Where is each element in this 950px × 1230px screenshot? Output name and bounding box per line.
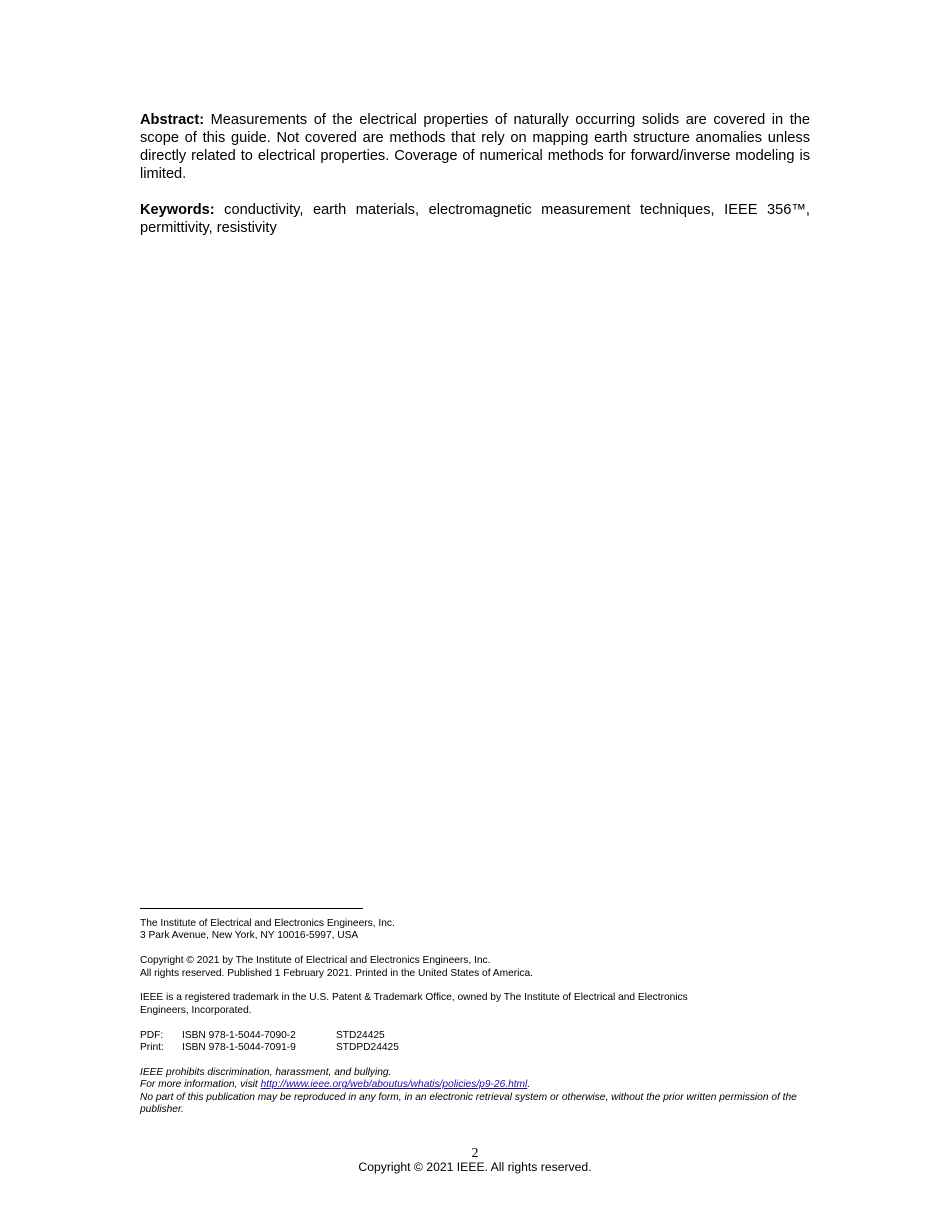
policy-more-info-prefix: For more information, visit [140, 1079, 261, 1091]
abstract-paragraph [140, 111, 810, 183]
copyright-line-2: All rights reserved. Published 1 February 2021. Printed in the United States of America. [140, 967, 533, 979]
isbn-number: ISBN 978-1-5044-7090-2 [182, 1029, 296, 1041]
isbn-format: Print: [140, 1042, 164, 1054]
publisher-address: 3 Park Avenue, New York, NY 10016-5997, USA [140, 930, 359, 942]
keywords-paragraph [140, 201, 810, 237]
publisher-name: The Institute of Electrical and Electronics Engineers, Inc. [140, 918, 395, 929]
main-content [140, 111, 810, 237]
keywords-text: conductivity, earth materials, electromagnetic measurement techniques, IEEE 356™, permittivity, resistivity [140, 202, 810, 236]
policy-block [140, 1067, 815, 1117]
isbn-format: PDF: [140, 1029, 164, 1041]
isbn-block [140, 1030, 815, 1055]
trademark-block [140, 992, 815, 1017]
isbn-row-pdf [140, 1030, 815, 1042]
isbn-code: STDPD24425 [336, 1042, 399, 1054]
policy-link[interactable]: http://www.ieee.org/web/aboutus/whatis/policies/p9-26.html [260, 1079, 528, 1091]
isbn-code: STD24425 [336, 1029, 385, 1041]
footnote-divider [140, 908, 363, 909]
page-number: 2 [471, 1146, 479, 1161]
isbn-row-print [140, 1042, 815, 1054]
publication-info [140, 918, 815, 1116]
copyright-block [140, 955, 815, 980]
copyright-line-1: Copyright © 2021 by The Institute of Electrical and Electronics Engineers, Inc. [140, 955, 491, 967]
policy-more-info-suffix: . [527, 1079, 531, 1091]
isbn-number: ISBN 978-1-5044-7091-9 [182, 1042, 296, 1054]
policy-statement: IEEE prohibits discrimination, harassment, and bullying. [140, 1066, 392, 1078]
footer-copyright: Copyright © 2021 IEEE. All rights reserved. [358, 1160, 592, 1174]
policy-more-info [140, 1079, 815, 1091]
keywords-label: Keywords: [140, 202, 215, 218]
trademark-line-2: Engineers, Incorporated. [140, 1004, 252, 1016]
abstract-text: Measurements of the electrical properties of naturally occurring solids are covered in the scope of this guide. Not covered are methods that rely on mapping earth structure anomalies unless directly related to electrical properties. Coverage of numerical methods for forward/inverse modeling is limited. [140, 112, 811, 182]
trademark-line-1: IEEE is a registered trademark in the U.S. Patent & Trademark Office, owned by The Institute of Electrical and Electronics [140, 992, 688, 1004]
reproduction-notice: No part of this publication may be reproduced in any form, in an electronic retrieval system or otherwise, without the prior written permission of the publisher. [140, 1091, 797, 1116]
abstract-label: Abstract: [140, 112, 205, 128]
publisher-block [140, 918, 815, 943]
